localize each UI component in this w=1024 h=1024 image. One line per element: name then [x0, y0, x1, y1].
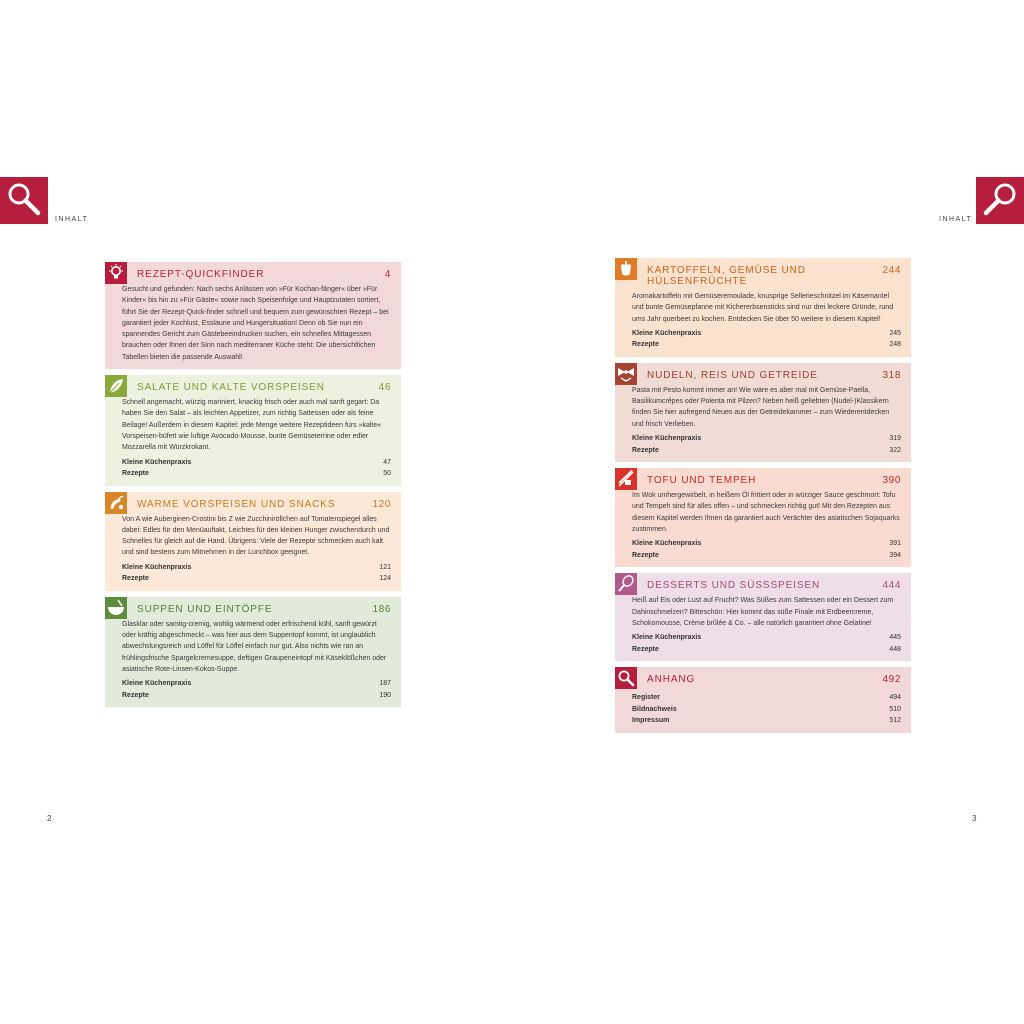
- subentry-label: Kleine Küchenpraxis: [632, 634, 702, 642]
- section-description: Pasta mit Pesto kommt immer an! Wie wäre es aber mal mit Gemüse-Paella, Basilikumcrêpes oder Polenta mit Pilzen? Neben heiß geliebten (Nudel-)Klassikern finden Sie hier aufregend Neues aus der Getreidekammer – zum Wiederentdecken und frisch Verlieben.: [632, 386, 890, 428]
- section-label: INHALT: [939, 216, 973, 223]
- subentry-row[interactable]: [632, 632, 901, 644]
- subentry-page: 121: [379, 563, 391, 571]
- subentry-list: [122, 678, 391, 701]
- subentry-page: 248: [889, 341, 901, 349]
- chili-icon: [105, 492, 127, 514]
- subentry-row[interactable]: [122, 690, 391, 702]
- section-heading: [632, 265, 901, 287]
- toc-section-tofu[interactable]: [615, 468, 911, 567]
- subentry-label: Rezepte: [632, 551, 659, 559]
- page-number-left: 2: [47, 814, 52, 823]
- subentry-list: [632, 692, 901, 727]
- subentry-list: [122, 562, 391, 585]
- page-number-right: 3: [972, 814, 977, 823]
- pepper-icon: [615, 258, 637, 280]
- section-title: SALATE UND KALTE VORSPEISEN: [137, 382, 325, 394]
- subentry-label: Rezepte: [632, 645, 659, 653]
- subentry-label: Kleine Küchenpraxis: [632, 329, 702, 337]
- magnifier-icon: [0, 177, 48, 224]
- subentry-label: Kleine Küchenpraxis: [632, 435, 702, 443]
- section-heading: [632, 370, 901, 381]
- subentry-label: Kleine Küchenpraxis: [632, 540, 702, 548]
- section-page: 244: [882, 265, 901, 276]
- subentry-label: Rezepte: [122, 691, 149, 699]
- section-description: Von A wie Auberginen-Crostini bis Z wie Zucchiniröllchen auf Tomatenspiegel alles dabei: Edles für den Menüauftakt, Leichtes für den kleinen Hunger zwischendurch und Schnelles für gleich auf die Hand. Übrigens: Viele der Rezepte schmecken auch kalt und sind bestens zum Mitnehmen in der Lunchbox geeignet.: [122, 515, 390, 557]
- section-page: 318: [882, 369, 901, 381]
- lightbulb-icon: [105, 262, 127, 284]
- subentry-page: 445: [889, 634, 901, 642]
- subentry-list: [122, 457, 391, 480]
- toc-section-rezept[interactable]: [105, 262, 401, 369]
- section-heading: [122, 382, 391, 393]
- subentry-row[interactable]: [632, 433, 901, 445]
- subentry-list: [632, 433, 901, 456]
- section-title: ANHANG: [647, 674, 696, 686]
- subentry-label: Register: [632, 694, 661, 702]
- bowl-icon: [105, 597, 127, 619]
- subentry-list: [632, 328, 901, 351]
- section-description: Gesucht und gefunden: Nach sechs Anlässen von »Für Kochan-fänger« über »Für Kinder« bis hin zu »Für Gäste« sowie nach Speisenfolge und Hauptzutaten sortiert, führt Sie der Rezept-Quick-finder schnell und bequem zum gewünschten Rezept – bei garantiert jeder Kochlust, Esslaune und Hungersituation! Denn ob Sie nun ein spannendes Gericht zum Gästebeeindrucken suchen, ein schnelles Mittagessen brauchen oder Ihnen der Sinn nach mediterraner Küche steht: Die übersichtlichen Tabellen bieten die passende Auswahl!: [122, 286, 389, 361]
- chopsticks-icon: [615, 468, 637, 490]
- subentry-label: Bildnachweis: [632, 705, 677, 713]
- section-description: Heiß auf Eis oder Lust auf Frucht? Was Süßes zum Sattessen oder ein Dessert zum Dahinschmelzen? Bitteschön: Hier kommt das süße Finale mit Erdbeercreme, Schokomousse, Crème brûlée & Co. – alle natürlich garantiert ohne Gelatine!: [632, 597, 894, 627]
- subentry-label: Rezepte: [122, 575, 149, 583]
- section-page: 186: [372, 603, 391, 615]
- section-title: NUDELN, REIS UND GETREIDE: [647, 369, 818, 381]
- section-label: INHALT: [55, 216, 89, 223]
- subentry-row[interactable]: [122, 678, 391, 690]
- subentry-page: 245: [889, 329, 901, 337]
- subentry-row[interactable]: [632, 550, 901, 562]
- subentry-row[interactable]: [632, 692, 901, 704]
- section-heading: [632, 580, 901, 591]
- section-page: 4: [384, 269, 391, 280]
- section-heading: [122, 604, 391, 615]
- toc-section-salate[interactable]: [105, 375, 401, 485]
- subentry-row[interactable]: [632, 339, 901, 351]
- subentry-page: 512: [889, 717, 901, 725]
- whisk-icon: [615, 573, 637, 595]
- subentry-row[interactable]: [122, 457, 391, 469]
- subentry-page: 394: [889, 551, 901, 559]
- toc-section-kartoffeln[interactable]: [615, 258, 911, 357]
- section-title: DESSERTS UND SÜSSSPEISEN: [647, 580, 821, 592]
- subentry-page: 448: [889, 645, 901, 653]
- subentry-row[interactable]: [122, 468, 391, 480]
- section-title: KARTOFFELN, GEMÜSE UND HÜLSENFRÜCHTE: [647, 265, 806, 287]
- right-toc-column: [615, 258, 911, 739]
- subentry-label: Rezepte: [632, 446, 659, 454]
- section-heading: [632, 475, 901, 486]
- subentry-row[interactable]: [122, 573, 391, 585]
- subentry-label: Rezepte: [122, 470, 149, 478]
- section-heading: [632, 674, 901, 685]
- subentry-row[interactable]: [632, 715, 901, 727]
- subentry-row[interactable]: [122, 562, 391, 574]
- section-heading: [122, 499, 391, 510]
- subentry-page: 50: [383, 470, 391, 478]
- section-title: REZEPT-QUICKFINDER: [137, 269, 265, 280]
- subentry-row[interactable]: [632, 704, 901, 716]
- subentry-page: 190: [379, 691, 391, 699]
- subentry-page: 322: [889, 446, 901, 454]
- toc-section-suppen[interactable]: [105, 597, 401, 707]
- magnifier-icon: [976, 177, 1024, 224]
- section-description: Im Wok umhergewirbelt, in heißem Öl frittiert oder in würziger Sauce geschmort: Tofu und Tempeh sind für alles offen – und schmecken richtig gut! Mit den Rezepten aus diesem Kapitel werden Ihnen da garantiert auch Verächter des asiatischen Sojaquarks zustimmen.: [632, 492, 900, 533]
- subentry-label: Kleine Küchenpraxis: [122, 458, 192, 466]
- leaf-icon: [105, 375, 127, 397]
- subentry-page: 391: [889, 540, 901, 548]
- section-page: 46: [378, 382, 391, 394]
- toc-section-warme[interactable]: [105, 492, 401, 591]
- subentry-row[interactable]: [632, 644, 901, 656]
- subentry-row[interactable]: [632, 538, 901, 550]
- section-description: Glasklar oder samtig-cremig, wohlig wärmend oder erfrischend kühl, sanft gewürzt oder kräftig abgeschmeckt – was hier aus dem Suppentopf kommt, ist unglaublich abwechslungsreich und Löffel für Löffel einfach nur gut. Also nichts wie ran an frühlingsfrische Spargelcremesuppe, deftigen Graupeneintopf mit Käseklößchen oder asiatische Rote-Linsen-Kokos-Suppe.: [122, 620, 387, 673]
- toc-section-desserts[interactable]: [615, 573, 911, 661]
- subentry-page: 124: [379, 575, 391, 583]
- subentry-label: Rezepte: [632, 341, 659, 349]
- subentry-row[interactable]: [632, 445, 901, 457]
- section-page: 390: [882, 475, 901, 487]
- subentry-label: Impressum: [632, 717, 670, 725]
- subentry-list: [632, 538, 901, 561]
- subentry-page: 319: [889, 435, 901, 443]
- section-heading: [122, 269, 391, 280]
- magnifier-icon: [615, 667, 637, 689]
- toc-section-anhang[interactable]: [615, 667, 911, 733]
- subentry-page: 47: [383, 458, 391, 466]
- subentry-list: [632, 632, 901, 655]
- subentry-row[interactable]: [632, 328, 901, 340]
- section-title: SUPPEN UND EINTÖPFE: [137, 603, 273, 615]
- section-description: Aromakartoffeln mit Gemüseremoulade, knusprige Sellerieschnitzel im Käsemantel und bunte Gemüsepfanne mit Kichererbsensticks sind nur drei leckere Gründe, rund ums Jahr querbeet zu kochen. Entdecken Sie über 50 weitere in diesem Kapitel!: [632, 293, 894, 323]
- subentry-label: Kleine Küchenpraxis: [122, 680, 192, 688]
- toc-section-nudeln[interactable]: [615, 363, 911, 462]
- section-page: 492: [882, 674, 901, 686]
- section-page: 120: [372, 498, 391, 510]
- subentry-page: 187: [379, 680, 391, 688]
- subentry-label: Kleine Küchenpraxis: [122, 563, 192, 571]
- left-toc-column: [105, 262, 401, 713]
- section-description: Schnell angemacht, würzig mariniert, knackig frisch oder auch mal sanft gegart: Da haben Sie den Salat – als leichten Appetizer, zum richtig Sattessen oder als feine Beilage! Außerdem in diesem Kapitel: jede Menge weitere Rezeptideen fürs »kalte« Vorspeisen-büfett wie luftige Avocado-Mousse, bunte Gemüseterrine oder edler Mozzarella mit Würzkrokant.: [122, 399, 382, 452]
- section-title: TOFU UND TEMPEH: [647, 475, 757, 487]
- pasta-icon: [615, 363, 637, 385]
- section-title: WARME VORSPEISEN UND SNACKS: [137, 498, 336, 510]
- subentry-page: 494: [889, 694, 901, 702]
- section-page: 444: [882, 580, 901, 592]
- subentry-page: 510: [889, 705, 901, 713]
